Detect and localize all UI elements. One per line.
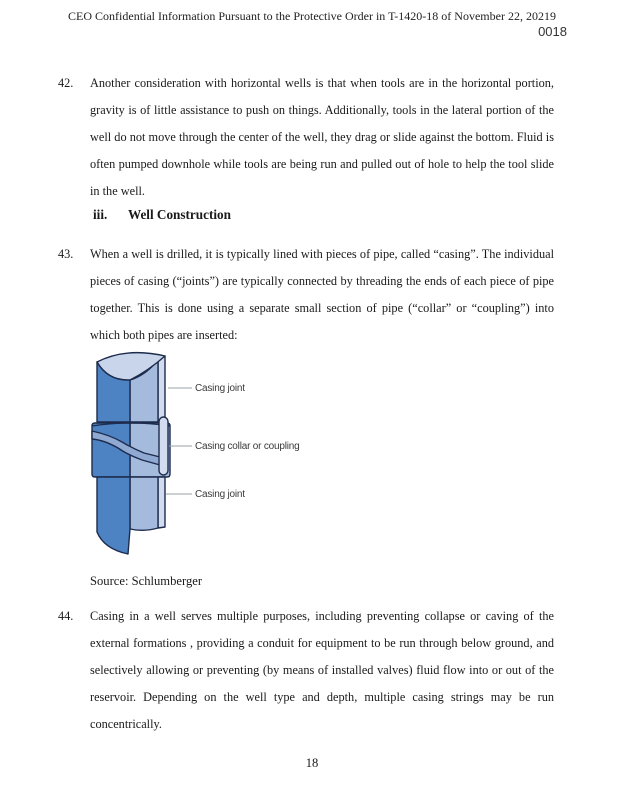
paragraph-text: Casing in a well serves multiple purposes, including preventing collapse or caving of the external formations , providing a conduit for equipment to be run through below ground, and selectively allowing or preventing (by means of installed valves) fluid flow into or out of the reservoir. Depending on the well type and depth, multiple casing strings may be run concentrically. bbox=[90, 609, 554, 731]
paragraph-43 bbox=[58, 241, 554, 349]
section-heading-numeral: iii. bbox=[93, 207, 108, 222]
casing-diagram bbox=[88, 347, 518, 568]
coupling-edge-capsule bbox=[159, 417, 168, 475]
paragraph-text: When a well is drilled, it is typically lined with pieces of pipe, called “casing”. The individual pieces of casing (“joints”) are typically connected by threading the ends of each piece of pipe together. This is done using a separate small section of pipe (“collar” or “coupling”) into which both pipes are inserted: bbox=[90, 247, 554, 342]
bottom-joint-outer-wall bbox=[97, 477, 130, 554]
figure-label-casing-joint-top: Casing joint bbox=[195, 383, 245, 394]
paragraph-number: 43. bbox=[58, 247, 74, 261]
paragraph-text: Another consideration with horizontal wells is that when tools are in the horizontal portion, gravity is of little assistance to push on things. Additionally, tools in the lateral portion of the well do not move through the center of the well, they drag or slide against the bottom. Fluid is often pumped downhole while tools are being run and pulled out of hole to help the tool slide in the well. bbox=[90, 76, 554, 198]
figure-label-casing-collar: Casing collar or coupling bbox=[195, 441, 300, 452]
bottom-joint-edge-strip bbox=[158, 477, 165, 528]
confidentiality-header: CEO Confidential Information Pursuant to the Protective Order in T-1420-18 of November 22, 20219 bbox=[68, 9, 556, 23]
section-heading bbox=[93, 205, 231, 225]
figure-label-casing-joint-bottom: Casing joint bbox=[195, 489, 245, 500]
paragraph-42 bbox=[58, 70, 554, 205]
bates-number: 0018 bbox=[538, 24, 567, 39]
top-joint-edge-strip bbox=[158, 356, 165, 422]
paragraph-44 bbox=[58, 603, 554, 738]
paragraph-number: 42. bbox=[58, 76, 74, 90]
casing-pipe-illustration bbox=[88, 347, 518, 568]
figure-source: Source: Schlumberger bbox=[90, 574, 203, 588]
paragraph-number: 44. bbox=[58, 609, 74, 623]
bottom-joint-inner-surface bbox=[130, 477, 158, 530]
section-heading-title: Well Construction bbox=[128, 207, 231, 222]
page-number: 18 bbox=[305, 756, 319, 770]
